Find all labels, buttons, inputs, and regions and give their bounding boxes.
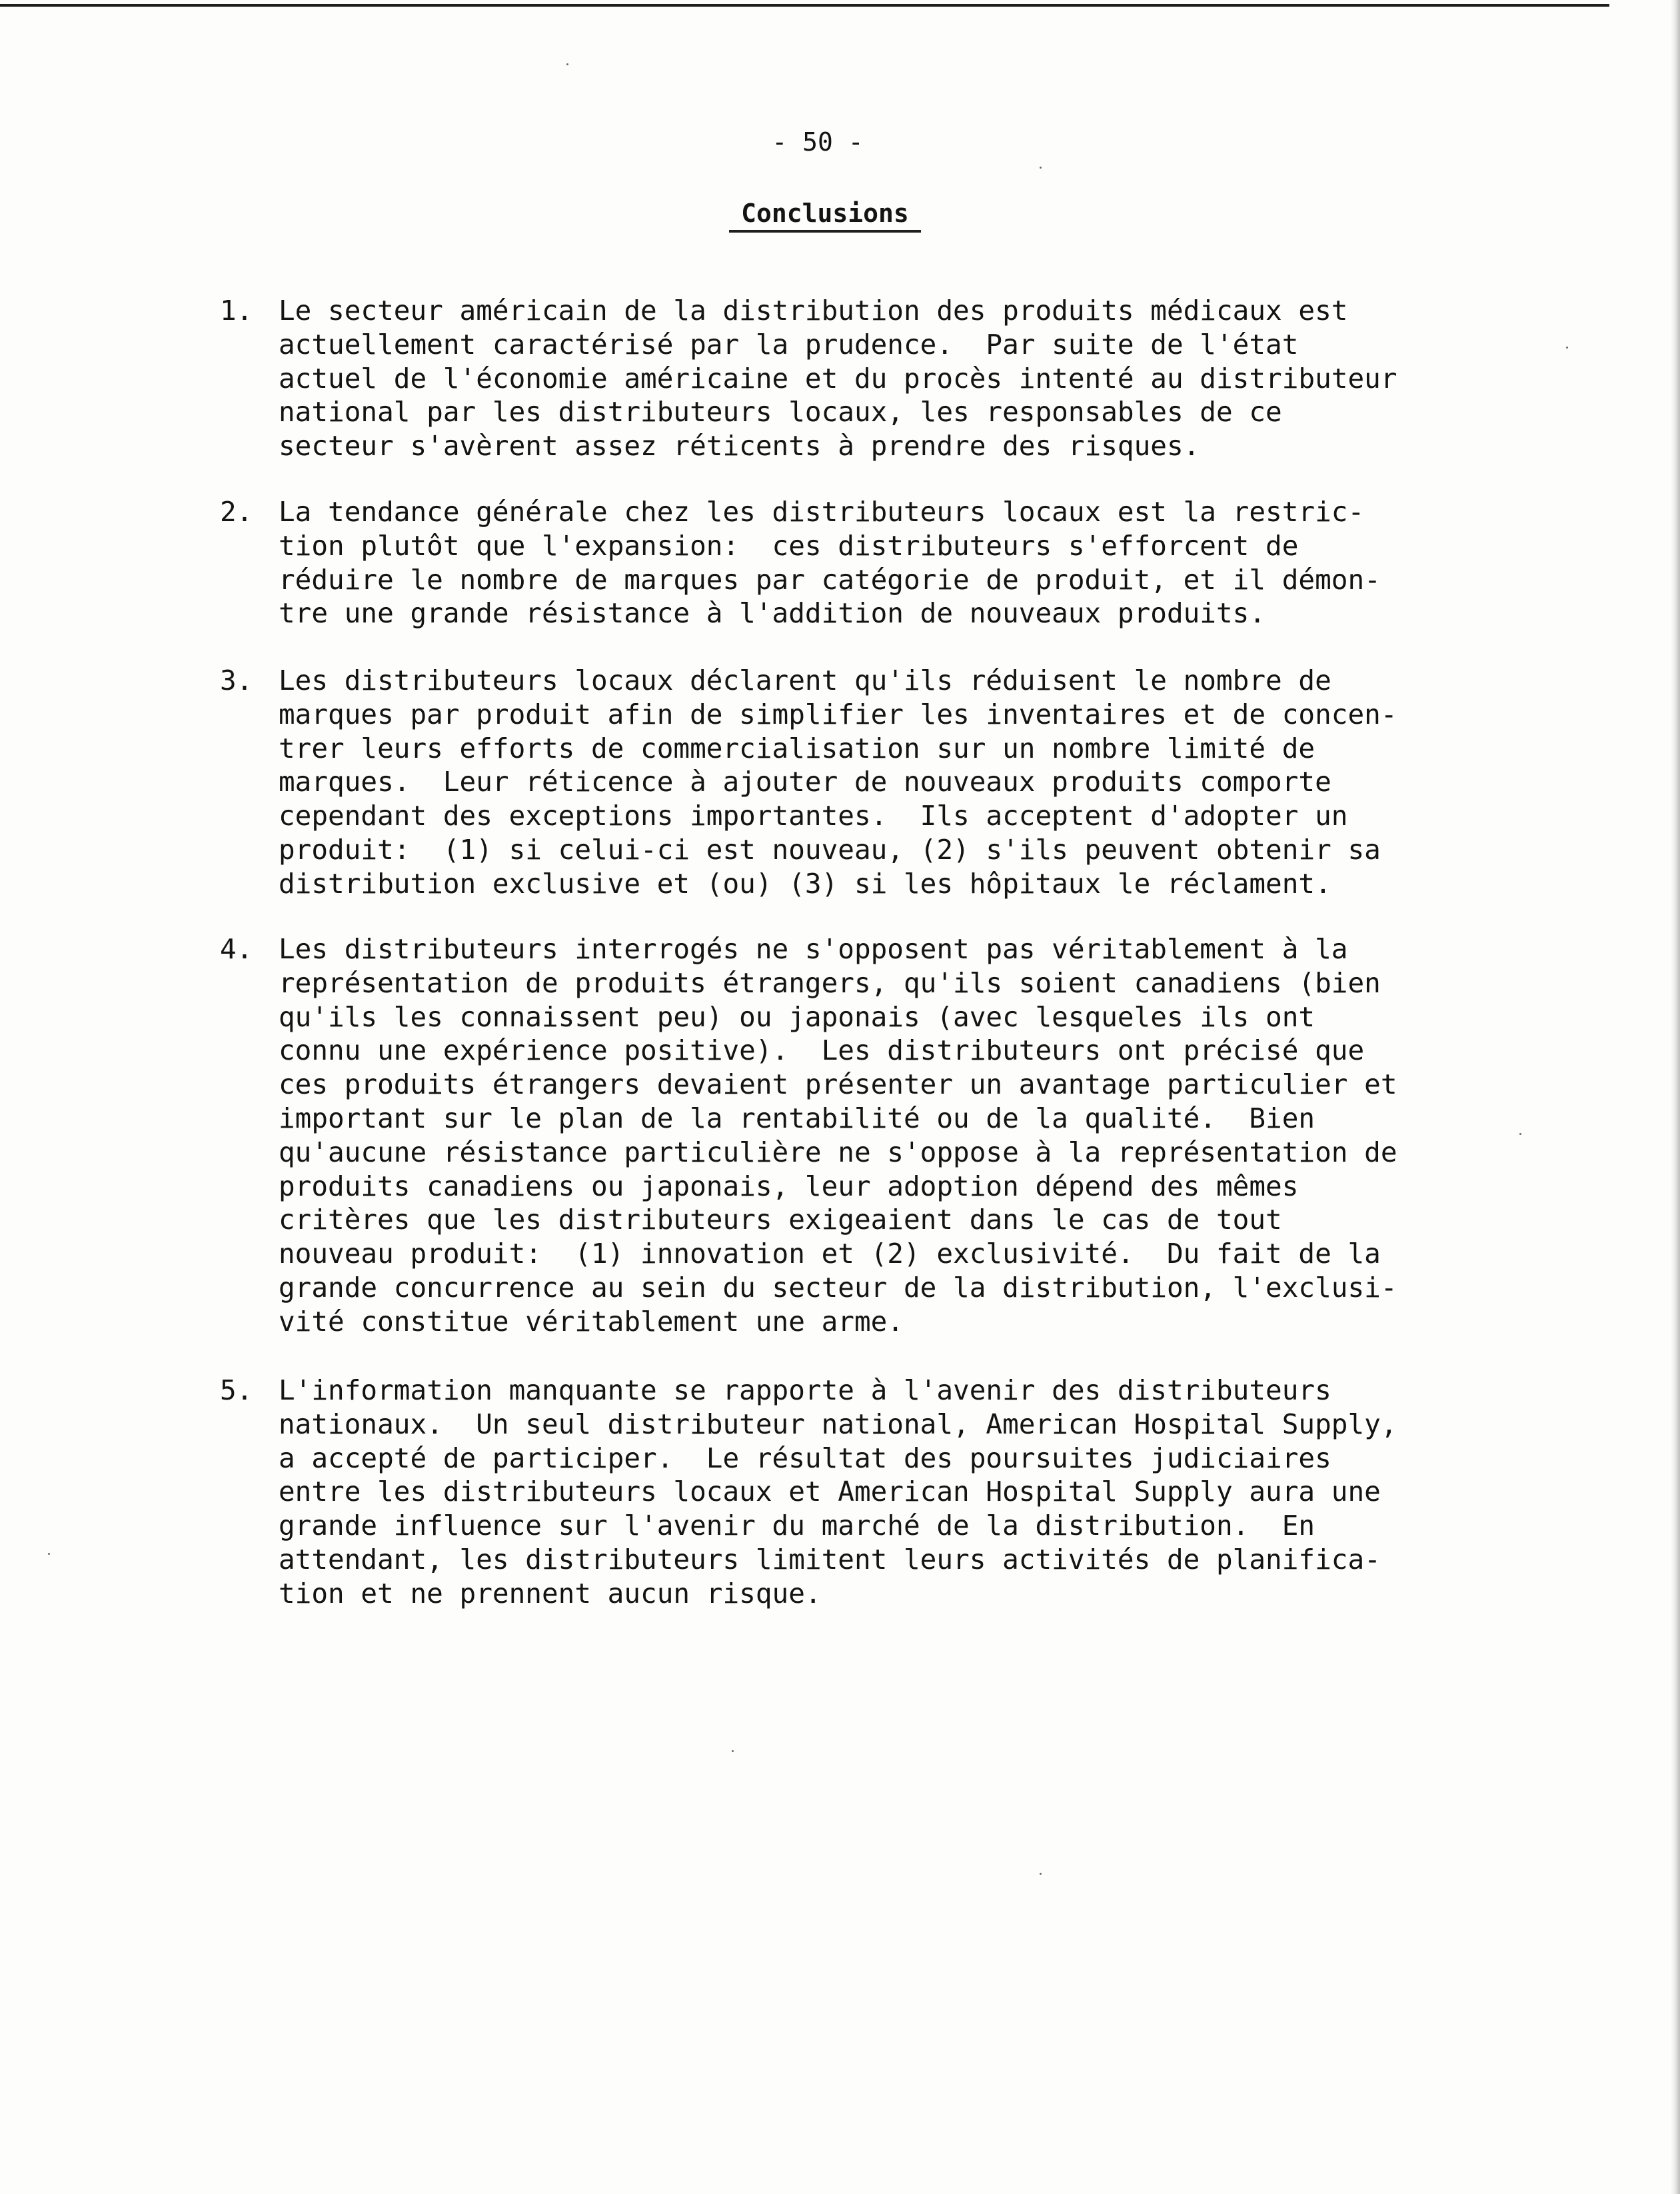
text-line: national par les distributeurs locaux, les responsables de ce	[279, 396, 1282, 429]
item-number: 1.	[220, 295, 253, 327]
text-line: tion plutôt que l'expansion: ces distributeurs s'efforcent de	[279, 529, 1299, 562]
text-line: La tendance générale chez les distributeurs locaux est la restric-	[279, 496, 1365, 528]
text-line: connu une expérience positive). Les distributeurs ont précisé que	[279, 1034, 1365, 1067]
text-line: Les distributeurs locaux déclarent qu'ils réduisent le nombre de	[279, 664, 1331, 696]
text-line: L'information manquante se rapporte à l'avenir des distributeurs	[279, 1374, 1331, 1406]
text-line: entre les distributeurs locaux et American Hospital Supply aura une	[279, 1476, 1381, 1508]
item-text	[279, 664, 1471, 901]
item-text	[279, 294, 1471, 463]
scan-speck	[732, 1750, 734, 1752]
text-line: cependant des exceptions importantes. Ils acceptent d'adopter un	[279, 800, 1348, 832]
item-number: 4.	[220, 933, 253, 965]
scan-speck	[1519, 1133, 1521, 1135]
text-line: représentation de produits étrangers, qu'ils soient canadiens (bien	[279, 966, 1381, 999]
text-line: produit: (1) si celui-ci est nouveau, (2) s'ils peuvent obtenir sa	[279, 833, 1381, 866]
text-line: tion et ne prennent aucun risque.	[279, 1577, 822, 1610]
text-line: qu'ils les connaissent peu) ou japonais (avec lesqueles ils ont	[279, 1000, 1315, 1033]
scan-speck	[1566, 347, 1568, 349]
text-line: attendant, les distributeurs limitent leurs activités de planifica-	[279, 1543, 1381, 1576]
text-line: important sur le plan de la rentabilité ou de la qualité. Bien	[279, 1102, 1315, 1134]
text-line: critères que les distributeurs exigeaient dans le cas de tout	[279, 1204, 1282, 1236]
text-line: Les distributeurs interrogés ne s'opposent pas véritablement à la	[279, 933, 1348, 965]
text-line: actuellement caractérisé par la prudence. Par suite de l'état	[279, 328, 1299, 361]
item-text	[279, 932, 1471, 1339]
scan-speck	[48, 1553, 50, 1555]
item-number: 3.	[220, 664, 253, 696]
text-line: tre une grande résistance à l'addition de nouveaux produits.	[279, 597, 1266, 630]
scan-speck	[1040, 1873, 1042, 1875]
page-number: - 50 -	[772, 127, 864, 157]
text-line: vité constitue véritablement une arme.	[279, 1305, 904, 1338]
text-line: ces produits étrangers devaient présenter un avantage particulier et	[279, 1068, 1397, 1101]
text-line: qu'aucune résistance particulière ne s'oppose à la représentation de	[279, 1136, 1397, 1168]
item-number: 5.	[220, 1374, 253, 1406]
top-border-line	[0, 4, 1609, 7]
scan-speck	[566, 63, 568, 65]
text-line: nationaux. Un seul distributeur national, American Hospital Supply,	[279, 1408, 1397, 1440]
scan-page-edge	[1671, 0, 1680, 2194]
item-text	[279, 495, 1471, 630]
text-line: actuel de l'économie américaine et du procès intenté au distributeur	[279, 362, 1397, 395]
text-line: produits canadiens ou japonais, leur adoption dépend des mêmes	[279, 1170, 1299, 1202]
text-line: marques. Leur réticence à ajouter de nouveaux produits comporte	[279, 766, 1331, 798]
text-line: secteur s'avèrent assez réticents à prendre des risques.	[279, 430, 1200, 463]
text-line: distribution exclusive et (ou) (3) si les hôpitaux le réclament.	[279, 867, 1331, 900]
text-line: marques par produit afin de simplifier les inventaires et de concen-	[279, 698, 1397, 730]
scan-speck	[1040, 167, 1042, 169]
text-line: nouveau produit: (1) innovation et (2) exclusivité. Du fait de la	[279, 1238, 1381, 1270]
item-number: 2.	[220, 496, 253, 528]
text-line: grande influence sur l'avenir du marché de la distribution. En	[279, 1510, 1315, 1542]
text-line: Le secteur américain de la distribution des produits médicaux est	[279, 295, 1348, 327]
item-text	[279, 1374, 1471, 1611]
text-line: réduire le nombre de marques par catégorie de produit, et il démon-	[279, 563, 1381, 596]
heading-underline	[729, 230, 921, 233]
text-line: trer leurs efforts de commercialisation sur un nombre limité de	[279, 732, 1315, 764]
text-line: a accepté de participer. Le résultat des poursuites judiciaires	[279, 1442, 1331, 1474]
text-line: grande concurrence au sein du secteur de la distribution, l'exclusi-	[279, 1271, 1397, 1304]
section-heading: Conclusions	[741, 199, 909, 228]
